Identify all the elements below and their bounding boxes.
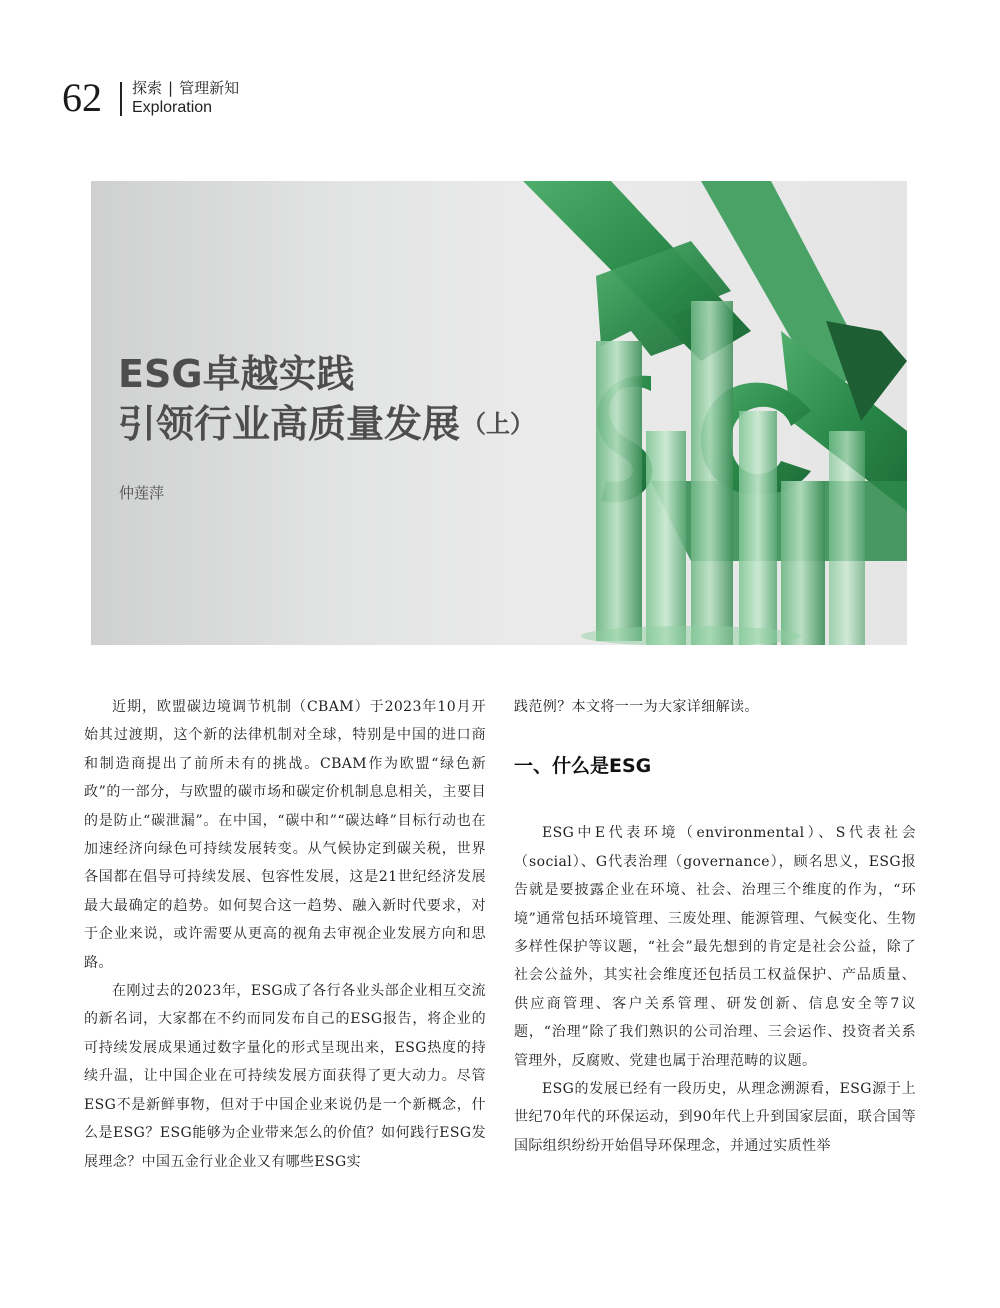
glass-pillar-6	[829, 431, 865, 645]
section-heading: 一、什么是ESG	[514, 755, 652, 778]
hero-image	[91, 181, 907, 645]
paragraph-continuation: 践范例？本文将一一为大家详细解读。	[514, 699, 759, 715]
paragraph: 在刚过去的2023年，ESG成了各行各业头部企业相互交流的新名词，大家都在不约而同发布自己的ESG报告，将企业的可持续发展成果通过数字量化的形式呈现出来，ESG热度的持续升温，让中国企业在可持续发展方面获得了更大动力。尽管ESG不是新鲜事物，但对于中国企业来说仍是一个新概念，什么是ESG？ESG能够为企业带来怎么的价值？如何践行ESG发展理念？中国五金行业企业又有哪些ESG实	[84, 983, 486, 1170]
right-column	[514, 693, 916, 1160]
section-separator: |	[168, 79, 174, 97]
title-line-1: ESG卓越实践	[118, 352, 355, 396]
glass-pillar-2	[646, 431, 686, 645]
section-label	[132, 78, 239, 118]
paragraph: ESG的发展已经有一段历史，从理念溯源看，ESG源于上世纪70年代的环保运动，到90年代上升到国家层面，联合国等国际组织纷纷开始倡导环保理念，并通过实质性举	[514, 1081, 916, 1154]
left-column	[84, 693, 486, 1176]
paragraph: ESG中E代表环境（environmental）、S代表社会（social）、G代表治理（governance），顾名思义，ESG报告就是要披露企业在环境、社会、治理三个维度的作为，“环境”通常包括环境管理、三废处理、能源管理、气候变化、生物多样性保护等议题，“社会”最先想到的肯定是社会公益，除了社会公益外，其实社会维度还包括员工权益保护、产品质量、供应商管理、客户关系管理、研发创新、信息安全等7议题，“治理”除了我们熟识的公司治理、三会运作、投资者关系管理外，反腐败、党建也属于治理范畴的议题。	[514, 825, 916, 1069]
title-line-2	[118, 399, 534, 449]
section-title: 探索	[132, 79, 163, 97]
glass-pillar-4	[739, 411, 777, 645]
page-number: 62	[62, 75, 102, 120]
section-name-en: Exploration	[132, 99, 213, 116]
header-divider	[120, 82, 122, 116]
paragraph: 近期，欧盟碳边境调节机制（CBAM）于2023年10月开始其过渡期，这个新的法律机制对全球，特别是中国的进口商和制造商提出了前所未有的挑战。CBAM作为欧盟“绿色新政”的一部分，与欧盟的碳市场和碳定价机制息息相关，主要目的是防止“碳泄漏”。在中国，“碳中和”“碳达峰”目标行动也在加速经济向绿色可持续发展转变。从气候协定到碳关税，世界各国都在倡导可持续发展、包容性发展，这是21世纪经济发展最大最确定的趋势。如何契合这一趋势、融入新时代要求，对于企业来说，或许需要从更高的视角去审视企业发展方向和思路。	[84, 699, 486, 971]
glass-pillar-3	[691, 301, 733, 645]
title-line-2-text: 引领行业高质量发展	[118, 402, 461, 446]
title-suffix: （上）	[462, 410, 535, 438]
article-author: 仲莲萍	[119, 484, 165, 502]
article-title	[118, 349, 534, 449]
section-name-cn	[132, 78, 239, 98]
ribbon-lower	[651, 481, 907, 561]
glass-pillar-5	[781, 481, 825, 645]
subsection-title: 管理新知	[179, 79, 240, 97]
glass-pillar-1	[596, 341, 642, 641]
